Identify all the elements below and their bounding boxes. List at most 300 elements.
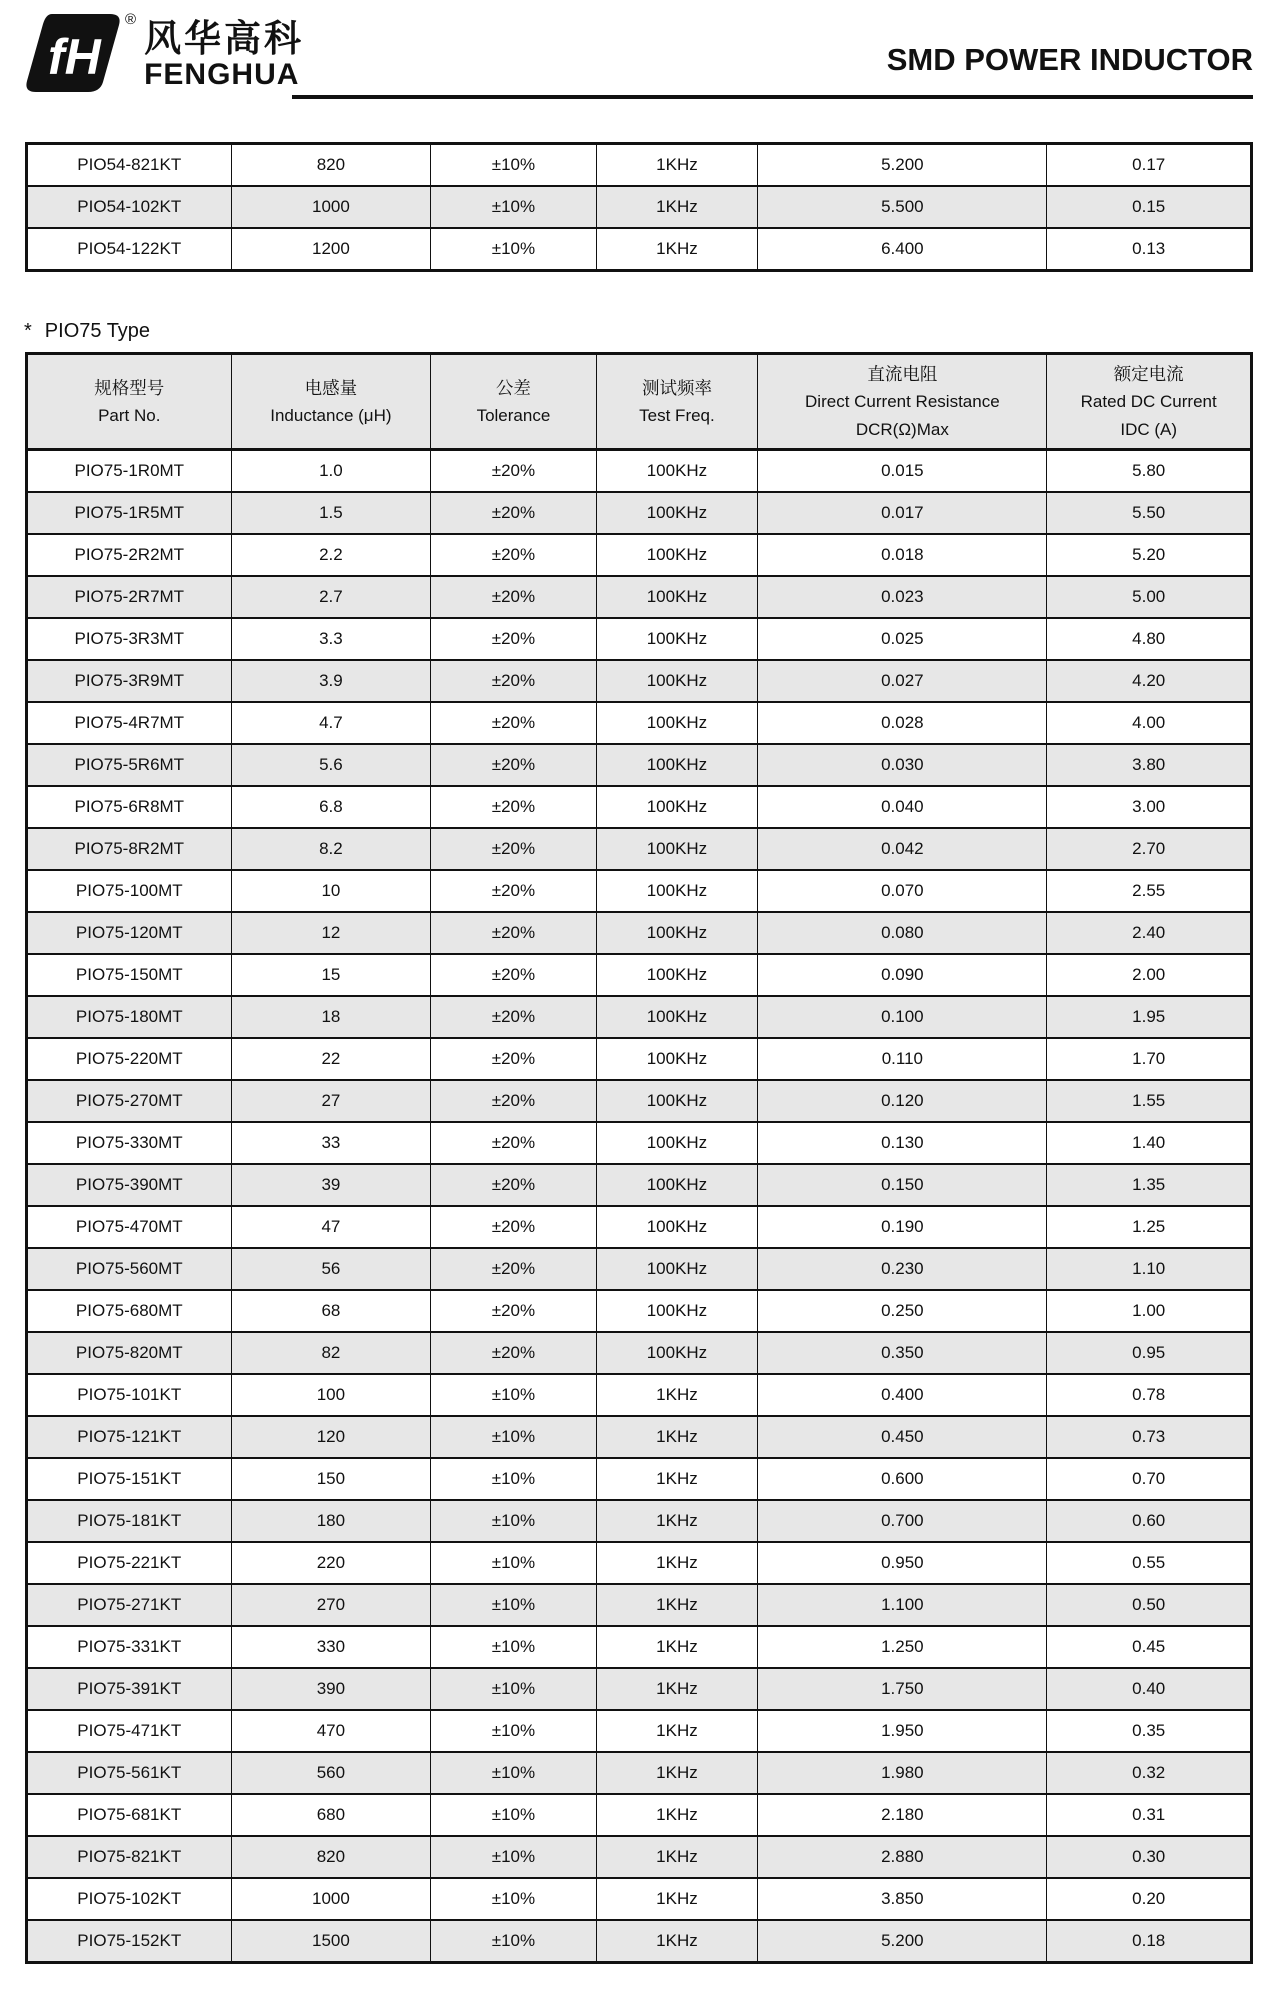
col-header-line: 直流电阻 (867, 364, 938, 384)
cell-tolerance: ±20% (431, 1122, 596, 1164)
cell-part-no: PIO75-331KT (27, 1626, 232, 1668)
cell-tolerance: ±10% (431, 228, 596, 271)
cell-part-no: PIO75-181KT (27, 1500, 232, 1542)
header-rule (292, 95, 1253, 99)
cell-part-no: PIO75-820MT (27, 1332, 232, 1374)
cell-inductance: 120 (231, 1416, 431, 1458)
cell-dcr: 0.190 (758, 1206, 1047, 1248)
cell-dcr: 0.450 (758, 1416, 1047, 1458)
table-row (27, 1710, 1252, 1752)
cell-test-freq: 1KHz (596, 1920, 758, 1963)
table-row (27, 1626, 1252, 1668)
cell-test-freq: 100KHz (596, 912, 758, 954)
cell-test-freq: 1KHz (596, 1794, 758, 1836)
col-header-tolerance (431, 354, 596, 450)
cell-idc: 0.31 (1047, 1794, 1252, 1836)
cell-part-no: PIO75-152KT (27, 1920, 232, 1963)
cell-part-no: PIO75-330MT (27, 1122, 232, 1164)
table-row (27, 1374, 1252, 1416)
cell-idc: 5.80 (1047, 450, 1252, 493)
brand-name-chinese: 风华高科 (144, 18, 305, 59)
col-header-line: Direct Current Resistance (805, 392, 1000, 412)
cell-tolerance: ±20% (431, 660, 596, 702)
cell-dcr: 0.090 (758, 954, 1047, 996)
cell-tolerance: ±20% (431, 702, 596, 744)
cell-tolerance: ±20% (431, 912, 596, 954)
col-header-line: Rated DC Current (1080, 392, 1217, 412)
cell-tolerance: ±10% (431, 1668, 596, 1710)
cell-part-no: PIO75-100MT (27, 870, 232, 912)
table-row (27, 228, 1252, 271)
cell-part-no: PIO75-681KT (27, 1794, 232, 1836)
cell-idc: 2.00 (1047, 954, 1252, 996)
cell-idc: 3.00 (1047, 786, 1252, 828)
table-row (27, 1332, 1252, 1374)
cell-part-no: PIO75-4R7MT (27, 702, 232, 744)
cell-tolerance: ±10% (431, 1920, 596, 1963)
cell-inductance: 12 (231, 912, 431, 954)
col-header-line: DCR(Ω)Max (855, 419, 949, 439)
cell-test-freq: 1KHz (596, 1878, 758, 1920)
table-row (27, 744, 1252, 786)
section-heading-pio75-type (24, 318, 150, 344)
cell-tolerance: ±20% (431, 744, 596, 786)
cell-part-no: PIO75-102KT (27, 1878, 232, 1920)
cell-test-freq: 1KHz (596, 228, 758, 271)
cell-inductance: 2.7 (231, 576, 431, 618)
col-header-line: 电感量 (304, 377, 358, 398)
svg-text:fH: fH (48, 29, 101, 85)
table-row (27, 1290, 1252, 1332)
cell-inductance: 3.9 (231, 660, 431, 702)
table-row (27, 450, 1252, 493)
cell-inductance: 33 (231, 1122, 431, 1164)
cell-part-no: PIO75-150MT (27, 954, 232, 996)
cell-tolerance: ±20% (431, 786, 596, 828)
table-row (27, 1164, 1252, 1206)
cell-test-freq: 1KHz (596, 1500, 758, 1542)
cell-dcr: 0.700 (758, 1500, 1047, 1542)
col-header-inductance (231, 354, 431, 450)
cell-idc: 0.30 (1047, 1836, 1252, 1878)
cell-tolerance: ±10% (431, 1458, 596, 1500)
cell-test-freq: 100KHz (596, 870, 758, 912)
col-header-line: IDC (A) (1120, 419, 1178, 439)
cell-dcr: 5.200 (758, 144, 1047, 187)
cell-part-no: PIO75-2R7MT (27, 576, 232, 618)
cell-dcr: 5.500 (758, 186, 1047, 228)
cell-part-no: PIO54-122KT (27, 228, 232, 271)
cell-part-no: PIO54-821KT (27, 144, 232, 187)
cell-test-freq: 100KHz (596, 786, 758, 828)
cell-dcr: 2.180 (758, 1794, 1047, 1836)
header-row (27, 354, 1252, 450)
col-header-test-freq (596, 354, 758, 450)
col-header-part-no (27, 354, 232, 450)
pio75-spec-table (25, 352, 1253, 1964)
col-header-idc (1047, 354, 1252, 450)
cell-test-freq: 100KHz (596, 492, 758, 534)
cell-idc: 2.55 (1047, 870, 1252, 912)
cell-test-freq: 100KHz (596, 660, 758, 702)
pio75-table-body (27, 450, 1252, 1963)
cell-test-freq: 100KHz (596, 744, 758, 786)
table-row (27, 870, 1252, 912)
cell-test-freq: 100KHz (596, 828, 758, 870)
cell-part-no: PIO75-390MT (27, 1164, 232, 1206)
cell-test-freq: 1KHz (596, 1752, 758, 1794)
cell-tolerance: ±20% (431, 1206, 596, 1248)
cell-idc: 2.40 (1047, 912, 1252, 954)
col-header-line: Inductance (μH) (270, 406, 392, 426)
cell-inductance: 22 (231, 1038, 431, 1080)
cell-inductance: 68 (231, 1290, 431, 1332)
cell-inductance: 820 (231, 1836, 431, 1878)
cell-idc: 3.80 (1047, 744, 1252, 786)
cell-inductance: 1000 (231, 186, 431, 228)
cell-dcr: 0.015 (758, 450, 1047, 493)
cell-tolerance: ±20% (431, 1248, 596, 1290)
cell-tolerance: ±20% (431, 534, 596, 576)
cell-test-freq: 100KHz (596, 618, 758, 660)
cell-test-freq: 100KHz (596, 1206, 758, 1248)
cell-part-no: PIO75-121KT (27, 1416, 232, 1458)
cell-test-freq: 100KHz (596, 702, 758, 744)
cell-dcr: 5.200 (758, 1920, 1047, 1963)
col-header-line: 公差 (495, 377, 531, 398)
table-row (27, 618, 1252, 660)
cell-idc: 4.80 (1047, 618, 1252, 660)
table-row (27, 1752, 1252, 1794)
brand-text (144, 14, 304, 90)
cell-test-freq: 100KHz (596, 996, 758, 1038)
cell-idc: 5.50 (1047, 492, 1252, 534)
cell-idc: 0.17 (1047, 144, 1252, 187)
cell-dcr: 0.040 (758, 786, 1047, 828)
cell-dcr: 1.100 (758, 1584, 1047, 1626)
cell-part-no: PIO75-8R2MT (27, 828, 232, 870)
section-bullet: * (24, 320, 32, 342)
cell-part-no: PIO75-6R8MT (27, 786, 232, 828)
cell-dcr: 0.130 (758, 1122, 1047, 1164)
cell-tolerance: ±10% (431, 1794, 596, 1836)
cell-dcr: 0.028 (758, 702, 1047, 744)
col-header-line: 测试频率 (641, 377, 712, 398)
cell-test-freq: 100KHz (596, 1290, 758, 1332)
cell-part-no: PIO75-3R9MT (27, 660, 232, 702)
cell-part-no: PIO75-560MT (27, 1248, 232, 1290)
cell-part-no: PIO75-221KT (27, 1542, 232, 1584)
cell-inductance: 56 (231, 1248, 431, 1290)
table-row (27, 1122, 1252, 1164)
cell-inductance: 680 (231, 1794, 431, 1836)
cell-idc: 0.70 (1047, 1458, 1252, 1500)
cell-tolerance: ±20% (431, 492, 596, 534)
cell-part-no: PIO75-470MT (27, 1206, 232, 1248)
pio54-table-body (27, 144, 1252, 271)
cell-part-no: PIO75-120MT (27, 912, 232, 954)
table-row (27, 1206, 1252, 1248)
col-header-line: Test Freq. (639, 406, 715, 426)
table-row (27, 660, 1252, 702)
cell-tolerance: ±20% (431, 1290, 596, 1332)
cell-inductance: 180 (231, 1500, 431, 1542)
cell-inductance: 15 (231, 954, 431, 996)
cell-inductance: 100 (231, 1374, 431, 1416)
cell-tolerance: ±10% (431, 1416, 596, 1458)
table-row (27, 1878, 1252, 1920)
cell-idc: 1.35 (1047, 1164, 1252, 1206)
cell-idc: 0.78 (1047, 1374, 1252, 1416)
cell-tolerance: ±10% (431, 1584, 596, 1626)
cell-idc: 0.18 (1047, 1920, 1252, 1963)
cell-tolerance: ±20% (431, 576, 596, 618)
table-row (27, 828, 1252, 870)
cell-inductance: 18 (231, 996, 431, 1038)
cell-inductance: 390 (231, 1668, 431, 1710)
cell-idc: 0.40 (1047, 1668, 1252, 1710)
cell-dcr: 1.250 (758, 1626, 1047, 1668)
cell-idc: 0.20 (1047, 1878, 1252, 1920)
table-row (27, 1416, 1252, 1458)
cell-test-freq: 1KHz (596, 1416, 758, 1458)
table-row (27, 1038, 1252, 1080)
cell-idc: 0.15 (1047, 186, 1252, 228)
cell-idc: 1.70 (1047, 1038, 1252, 1080)
cell-dcr: 0.600 (758, 1458, 1047, 1500)
cell-idc: 1.40 (1047, 1122, 1252, 1164)
cell-dcr: 0.023 (758, 576, 1047, 618)
table-row (27, 786, 1252, 828)
cell-inductance: 1200 (231, 228, 431, 271)
cell-part-no: PIO75-5R6MT (27, 744, 232, 786)
cell-tolerance: ±10% (431, 1878, 596, 1920)
cell-tolerance: ±20% (431, 1080, 596, 1122)
cell-part-no: PIO54-102KT (27, 186, 232, 228)
col-header-line: 规格型号 (94, 377, 165, 398)
cell-test-freq: 1KHz (596, 144, 758, 187)
cell-dcr: 0.080 (758, 912, 1047, 954)
cell-dcr: 0.950 (758, 1542, 1047, 1584)
cell-dcr: 0.018 (758, 534, 1047, 576)
cell-test-freq: 100KHz (596, 954, 758, 996)
registered-trademark-icon: ® (125, 11, 137, 28)
cell-idc: 0.95 (1047, 1332, 1252, 1374)
cell-test-freq: 1KHz (596, 1836, 758, 1878)
cell-idc: 4.00 (1047, 702, 1252, 744)
cell-dcr: 0.070 (758, 870, 1047, 912)
cell-tolerance: ±10% (431, 1710, 596, 1752)
cell-idc: 5.00 (1047, 576, 1252, 618)
cell-inductance: 8.2 (231, 828, 431, 870)
cell-inductance: 270 (231, 1584, 431, 1626)
cell-idc: 0.45 (1047, 1626, 1252, 1668)
cell-idc: 0.35 (1047, 1710, 1252, 1752)
brand-logo (26, 11, 305, 92)
cell-test-freq: 1KHz (596, 1374, 758, 1416)
cell-idc: 1.95 (1047, 996, 1252, 1038)
cell-test-freq: 100KHz (596, 1164, 758, 1206)
table-row (27, 912, 1252, 954)
cell-tolerance: ±20% (431, 1332, 596, 1374)
cell-tolerance: ±10% (431, 1626, 596, 1668)
cell-dcr: 0.030 (758, 744, 1047, 786)
cell-inductance: 470 (231, 1710, 431, 1752)
fenghua-logo-mark-icon (26, 14, 122, 92)
cell-dcr: 0.400 (758, 1374, 1047, 1416)
cell-inductance: 39 (231, 1164, 431, 1206)
cell-part-no: PIO75-680MT (27, 1290, 232, 1332)
cell-tolerance: ±20% (431, 1038, 596, 1080)
table-row (27, 996, 1252, 1038)
page-title: SMD POWER INDUCTOR (886, 42, 1253, 77)
table-row (27, 1248, 1252, 1290)
cell-part-no: PIO75-471KT (27, 1710, 232, 1752)
table-row (27, 1794, 1252, 1836)
table-row (27, 492, 1252, 534)
cell-part-no: PIO75-180MT (27, 996, 232, 1038)
cell-test-freq: 1KHz (596, 186, 758, 228)
cell-part-no: PIO75-561KT (27, 1752, 232, 1794)
table-row (27, 1836, 1252, 1878)
cell-inductance: 3.3 (231, 618, 431, 660)
table-row (27, 954, 1252, 996)
cell-inductance: 330 (231, 1626, 431, 1668)
cell-tolerance: ±10% (431, 1752, 596, 1794)
cell-dcr: 0.150 (758, 1164, 1047, 1206)
pio54-spec-table (25, 142, 1253, 272)
cell-idc: 1.55 (1047, 1080, 1252, 1122)
cell-test-freq: 100KHz (596, 534, 758, 576)
cell-tolerance: ±10% (431, 1500, 596, 1542)
cell-part-no: PIO75-101KT (27, 1374, 232, 1416)
cell-dcr: 0.230 (758, 1248, 1047, 1290)
table-row (27, 186, 1252, 228)
cell-tolerance: ±10% (431, 1542, 596, 1584)
cell-dcr: 0.100 (758, 996, 1047, 1038)
cell-inductance: 82 (231, 1332, 431, 1374)
cell-idc: 0.55 (1047, 1542, 1252, 1584)
cell-dcr: 0.027 (758, 660, 1047, 702)
section-title: PIO75 Type (44, 320, 151, 342)
cell-inductance: 5.6 (231, 744, 431, 786)
cell-tolerance: ±10% (431, 144, 596, 187)
cell-test-freq: 100KHz (596, 1332, 758, 1374)
cell-test-freq: 100KHz (596, 1248, 758, 1290)
cell-tolerance: ±20% (431, 828, 596, 870)
cell-part-no: PIO75-391KT (27, 1668, 232, 1710)
cell-inductance: 10 (231, 870, 431, 912)
cell-dcr: 0.025 (758, 618, 1047, 660)
cell-tolerance: ±20% (431, 450, 596, 493)
cell-part-no: PIO75-1R0MT (27, 450, 232, 493)
cell-idc: 0.32 (1047, 1752, 1252, 1794)
table-row (27, 1584, 1252, 1626)
cell-part-no: PIO75-220MT (27, 1038, 232, 1080)
cell-idc: 4.20 (1047, 660, 1252, 702)
cell-dcr: 1.750 (758, 1668, 1047, 1710)
col-header-line: 额定电流 (1113, 364, 1184, 384)
cell-dcr: 2.880 (758, 1836, 1047, 1878)
cell-tolerance: ±20% (431, 618, 596, 660)
table-row (27, 702, 1252, 744)
cell-test-freq: 1KHz (596, 1668, 758, 1710)
table-row (27, 1920, 1252, 1963)
cell-test-freq: 100KHz (596, 1038, 758, 1080)
cell-dcr: 6.400 (758, 228, 1047, 271)
cell-dcr: 3.850 (758, 1878, 1047, 1920)
cell-tolerance: ±10% (431, 1836, 596, 1878)
cell-inductance: 2.2 (231, 534, 431, 576)
cell-test-freq: 100KHz (596, 450, 758, 493)
col-header-dcr (758, 354, 1047, 450)
cell-idc: 1.10 (1047, 1248, 1252, 1290)
table-row (27, 1542, 1252, 1584)
col-header-line: Tolerance (476, 406, 551, 426)
cell-test-freq: 1KHz (596, 1626, 758, 1668)
cell-tolerance: ±10% (431, 186, 596, 228)
cell-inductance: 220 (231, 1542, 431, 1584)
table-row (27, 1458, 1252, 1500)
cell-part-no: PIO75-270MT (27, 1080, 232, 1122)
cell-test-freq: 100KHz (596, 576, 758, 618)
cell-idc: 2.70 (1047, 828, 1252, 870)
cell-part-no: PIO75-821KT (27, 1836, 232, 1878)
pio75-table-header (27, 354, 1252, 450)
cell-dcr: 0.017 (758, 492, 1047, 534)
cell-tolerance: ±10% (431, 1374, 596, 1416)
cell-test-freq: 1KHz (596, 1542, 758, 1584)
cell-idc: 0.73 (1047, 1416, 1252, 1458)
cell-tolerance: ±20% (431, 954, 596, 996)
cell-inductance: 4.7 (231, 702, 431, 744)
cell-dcr: 0.120 (758, 1080, 1047, 1122)
cell-dcr: 1.950 (758, 1710, 1047, 1752)
cell-tolerance: ±20% (431, 870, 596, 912)
table-row (27, 1080, 1252, 1122)
cell-part-no: PIO75-271KT (27, 1584, 232, 1626)
table-row (27, 144, 1252, 187)
cell-part-no: PIO75-151KT (27, 1458, 232, 1500)
cell-inductance: 27 (231, 1080, 431, 1122)
table-row (27, 534, 1252, 576)
cell-dcr: 0.350 (758, 1332, 1047, 1374)
cell-inductance: 1.0 (231, 450, 431, 493)
cell-inductance: 1000 (231, 1878, 431, 1920)
cell-dcr: 0.042 (758, 828, 1047, 870)
cell-test-freq: 1KHz (596, 1584, 758, 1626)
table-row (27, 1668, 1252, 1710)
cell-inductance: 47 (231, 1206, 431, 1248)
cell-idc: 1.25 (1047, 1206, 1252, 1248)
cell-idc: 1.00 (1047, 1290, 1252, 1332)
cell-test-freq: 1KHz (596, 1458, 758, 1500)
cell-inductance: 560 (231, 1752, 431, 1794)
cell-test-freq: 100KHz (596, 1122, 758, 1164)
cell-idc: 0.50 (1047, 1584, 1252, 1626)
cell-idc: 0.60 (1047, 1500, 1252, 1542)
cell-inductance: 6.8 (231, 786, 431, 828)
cell-dcr: 1.980 (758, 1752, 1047, 1794)
cell-tolerance: ±20% (431, 1164, 596, 1206)
cell-part-no: PIO75-1R5MT (27, 492, 232, 534)
col-header-line: Part No. (98, 406, 161, 426)
cell-part-no: PIO75-3R3MT (27, 618, 232, 660)
cell-idc: 5.20 (1047, 534, 1252, 576)
cell-dcr: 0.250 (758, 1290, 1047, 1332)
cell-dcr: 0.110 (758, 1038, 1047, 1080)
brand-name-english: FENGHUA (144, 58, 300, 91)
